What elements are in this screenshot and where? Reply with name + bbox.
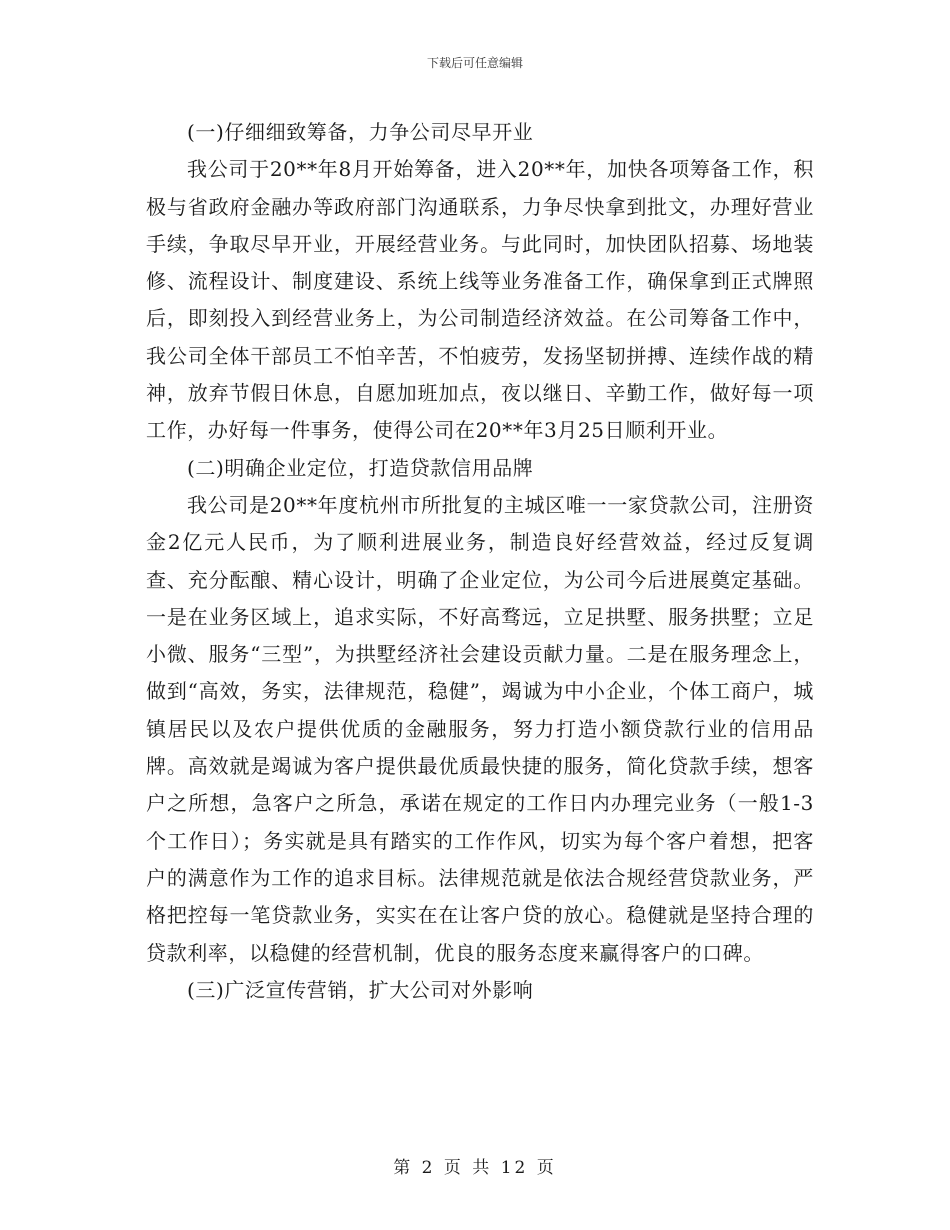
section-heading-3: (三)广泛宣传营销，扩大公司对外影响: [187, 977, 534, 1002]
section-heading-1: (一)仔细细致筹备，力争公司尽早开业: [187, 120, 534, 144]
page-number: 第 2 页 共 12 页: [393, 1158, 557, 1178]
paragraph-2: 我公司是20**年度杭州市所批复的主城区唯一一家贷款公司，注册资金2亿元人民币，为了顺利进展业务，制造良好经营效益，经过反复调查、充分酝酿、精心设计，明确了企业定位，为公司今后进展奠定基础。一是在业务区域上，追求实际，不好高骛远，立足拱墅、服务拱墅；立足小微、服务“三型”，为拱墅经济社会建设贡献力量。二是在服务理念上，做到“高效，务实，法律规范，稳健”，竭诚为中小企业，个体工商户，城镇居民以及农户提供优质的金融服务，努力打造小额贷款行业的信用品牌。高效就是竭诚为客户提供最优质最快捷的服务，简化贷款手续，想客户之所想，急客户之所急，承诺在规定的工作日内办理完业务（一般1-3个工作日）；务实就是具有踏实的工作作风，切实为每个客户着想，把客户的满意作为工作的追求目标。法律规范就是依法合规经营贷款业务，严格把控每一笔贷款业务，实实在在让客户贷的放心。稳健就是坚持合理的贷款利率，以稳健的经营机制，优良的服务态度来赢得客户的口碑。: [146, 492, 814, 965]
section-heading-2: (二)明确企业定位，打造贷款信用品牌: [187, 455, 534, 480]
paragraph-1: 我公司于20**年8月开始筹备，进入20**年，加快各项筹备工作，积极与省政府金融办等政府部门沟通联系，力争尽快拿到批文，办理好营业手续，争取尽早开业，开展经营业务。与此同时，加快团队招募、场地装修、流程设计、制度建设、系统上线等业务准备工作，确保拿到正式牌照后，即刻投入到经营业务上，为公司制造经济效益。在公司筹备工作中，我公司全体干部员工不怕辛苦，不怕疲劳，发扬坚韧拼搏、连续作战的精神，放弃节假日休息，自愿加班加点，夜以继日、辛勤工作，做好每一项工作，办好每一件事务，使得公司在20**年3月25日顺利开业。: [146, 157, 814, 443]
document-body: [146, 114, 814, 1009]
page-header-note: 下载后可任意编辑: [426, 56, 523, 70]
